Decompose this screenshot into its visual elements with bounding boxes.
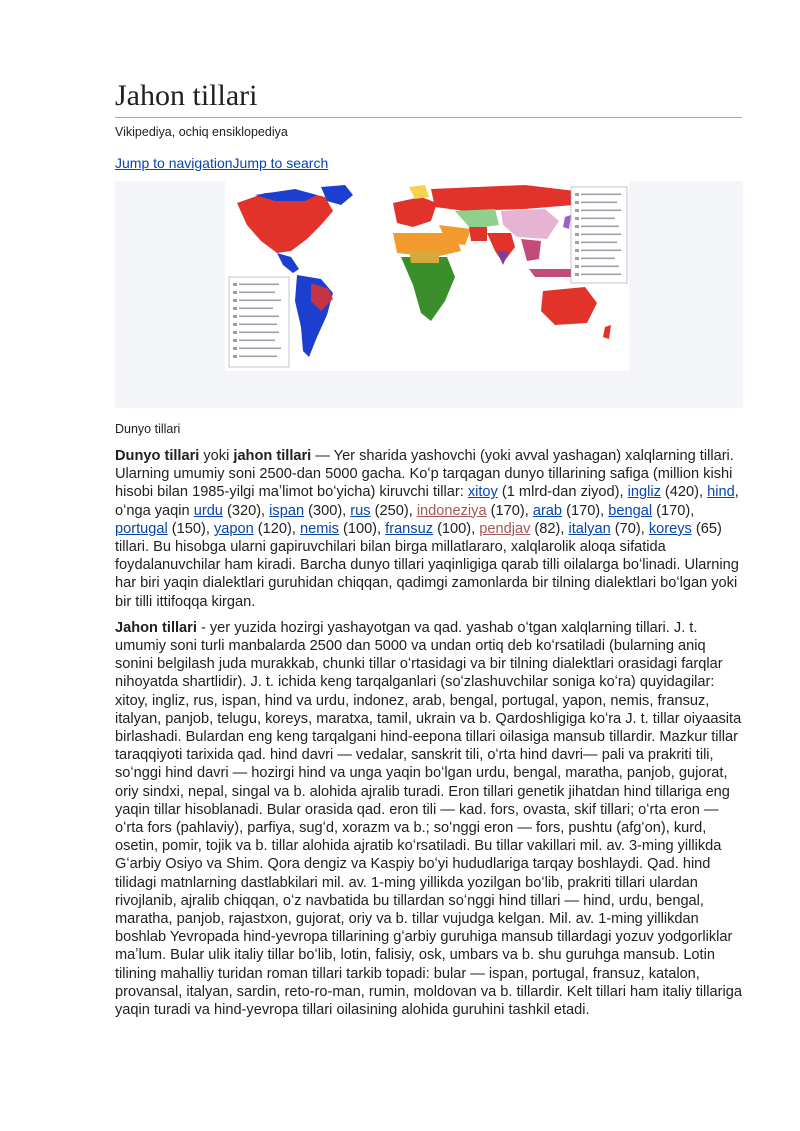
bold-term: jahon tillari xyxy=(233,448,312,464)
site-tagline: Vikipediya, ochiq ensiklopediya xyxy=(115,125,288,139)
jump-to-navigation-link[interactable]: Jump to navigation xyxy=(115,155,233,171)
link-yapon[interactable]: yapon xyxy=(213,520,254,537)
page-title: Jahon tillari xyxy=(115,78,742,118)
map-legend-left xyxy=(229,277,289,367)
link-bengal[interactable]: bengal xyxy=(608,502,653,519)
map-iran xyxy=(469,227,487,241)
link-xitoy[interactable]: xitoy xyxy=(467,484,498,501)
link-ingliz[interactable]: ingliz xyxy=(627,484,661,501)
article xyxy=(115,78,742,1019)
world-languages-map[interactable] xyxy=(225,181,629,371)
link-fransuz[interactable]: fransuz xyxy=(385,520,434,537)
link-rus[interactable]: rus xyxy=(350,502,371,519)
link-hind[interactable]: hind xyxy=(707,484,735,501)
world-languages-map-figure xyxy=(115,181,743,408)
link-indoneziya[interactable]: indoneziya xyxy=(416,502,487,519)
body-paragraph: Jahon tillari - yer yuzida hozirgi yashayotgan va qad. yashab oʻtgan xalqlarning tillari. J. t. umumiy soni turli manbalarda 2500 dan 5000 va undan ortiq deb koʻrsatiladi (bularning aniq sonini belgilash juda murakkab, chunki tillar oʻrtasidagi va bir tilning dialektlari orasidagi farqlar nihoyatda shartlidir). J. t. ichida keng tarqalganlari (soʻzlashuvchilar soniga koʻra) quyidagilar: xitoy, ingliz, rus, ispan, hind va urdu, indonez, arab, bengal, portugal, yapon, nemis, fransuz, italyan, panjob, telugu, koreys, maratxa, tamil, ukrain va b. Qardoshligiga koʻra J. t. tillar oiyaasita birlashadi. Bulardan eng keng tarqalgani hind-eepona tillari oilasiga mansub tillardir. Mazkur tillar taraqqiyoti tarixida qad. hind davri — vedalar, sanskrit tili, oʻrta hind davri— pali va prakriti tili, soʻnggi hind davri — hozirgi hind va unga yaqin boʻlgan urdu, bengal, maratha, panjob, gujorat, oriy sindxi, nepal, singal va b. alohida ajralib turadi. Eron tillari genetik jihatdan hind tillariga eng yaqin tillar hisoblanadi. Bular orasida qad. eron tili — kad. fors, ovasta, skif tillari; oʻrta eron — oʻrta fors (pahlaviy), parfiya, sugʻd, xorazm va b.; soʻnggi eron — fors, pushtu (afgʻon), kurd, osetin, pomir, tojik va b. tillar alohida ajratib koʻrsatiladi. Bu tillar vakillari mil. av. 3-ming yillikda Gʻarbiy Osiyo va Shim. Qora dengiz va Kaspiy boʻyi hududlariga tarqay boshlaydi. Qad. hind tilidagi matnlarning dastlabkilari mil. av. 1-ming yillikda yozilgan boʻlib, prakriti tillari ulardan rivojlanib, ajralib chiqqan, oʻz navbatida bu tillardan soʻnggi hind tillari — hind, urdu, bengal, maratha, panjob, rajastxon, gujorat, oriy va b. tillar vujudga kelgan. Mil. av. 1-ming yillikdan boshlab Yevropada hind-yevropa tillarining gʻarbiy guruhiga mansub tillardagi yozuv yodgorliklar maʼlum. Bular ulik italiy tillar boʻlib, lotin, falisiy, osk, umbars va b. shu guruhga mansub. Lotin tilining mahalliy turidan roman tillari tarkib topadi: bular — ispan, portugal, fransuz, katalon, provansal, italyan, sardin, reto-ro-man, rumin, moldovan va b. tillardir. Kelt tillari ham italiy tillariga yaqin turadi va hind-yevropa tillari oilasining alohida guruhini tashkil etadi. xyxy=(115,619,742,1019)
intro-paragraph: Dunyo tillari yoki jahon tillari — Yer sharida yashovchi (yoki avval yashagan) xalqlarning tillari. Ularning umumiy soni 2500-dan 5000 gacha. Koʻp tarqagan dunyo tillarining safiga (million kishi hisobi bilan 1985-yilgi maʼlimot boʻyicha) kiruvchi tillar: xitoy (1 mlrd-dan ziyod), ingliz (420), hind, oʻnga yaqin urdu (320), ispan (300), rus (250), indoneziya (170), arab (170), bengal (170), portugal (150), yapon (120), nemis (100), fransuz (100), pendjav (82), italyan (70), koreys (65) tillari. Bu hisobga ularni gapiruvchilari bilan birga millatlararo, xalqlarolik aloqa sifatida foydalanuvchilar ham kiradi. Barcha dunyo tillari yaqinligiga qarab tilli oilalarga boʻlinadi. Ularning har biri yaqin dialektlari guruhidan chiqqan, qadimgi zamonlarda bir tilning dialektlari boʻlgan yoki bir tilli ittifoqqa kirgan. xyxy=(115,448,739,610)
link-ispan[interactable]: ispan xyxy=(269,502,305,519)
bold-term: Dunyo tillari xyxy=(115,448,200,464)
link-arab[interactable]: arab xyxy=(532,502,563,519)
jump-links xyxy=(115,154,742,172)
link-portugal[interactable]: portugal xyxy=(115,520,168,537)
figure-caption: Dunyo tillari xyxy=(115,422,181,436)
link-italyan[interactable]: italyan xyxy=(568,520,611,537)
link-nemis[interactable]: nemis xyxy=(299,520,339,537)
link-urdu[interactable]: urdu xyxy=(193,502,223,519)
link-koreys[interactable]: koreys xyxy=(648,520,692,537)
bold-term: Jahon tillari xyxy=(115,619,197,636)
link-pendjav[interactable]: pendjav xyxy=(479,520,531,537)
map-australia xyxy=(541,287,597,325)
map-sahel xyxy=(409,251,439,263)
jump-to-search-link[interactable]: Jump to search xyxy=(232,155,329,171)
